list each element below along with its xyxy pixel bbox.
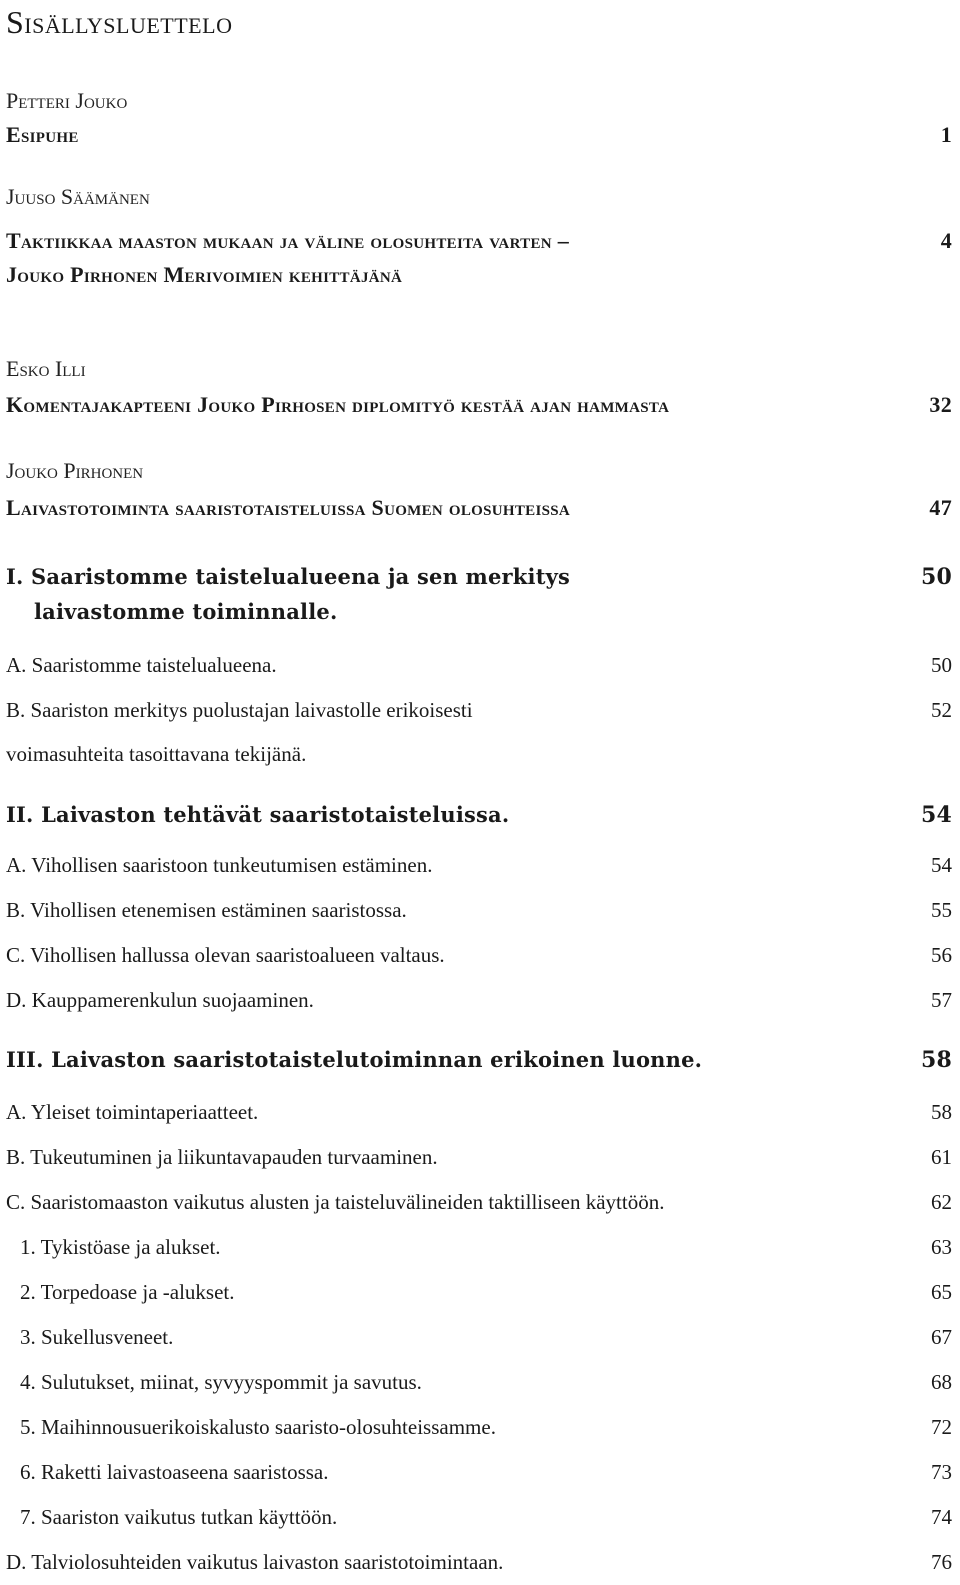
section-entry [6,850,952,880]
chapter-entry [6,800,952,830]
page-number: 54 [931,853,952,877]
section-entry [6,940,952,970]
entry-title: D. Kauppamerenkulun suojaaminen. [6,988,314,1012]
entry-title: 1. Tykistöase ja alukset. [20,1235,221,1259]
section-entry [6,1187,952,1217]
entry-title: Taktiikkaa maaston mukaan ja väline olosuhteita varten – [6,228,570,253]
chapter-entry [6,562,952,592]
page-number: 63 [931,1235,952,1259]
author-label: Juuso Säämänen [6,184,150,209]
author-label: Esko Illi [6,356,86,381]
page-number: 4 [940,228,952,253]
page-number: 67 [931,1325,952,1349]
author-name [6,182,952,212]
toc-entry [6,260,952,290]
entry-title: B. Vihollisen etenemisen estäminen saaristossa. [6,898,407,922]
page-number: 76 [931,1550,952,1574]
page-number: 54 [920,802,952,828]
author-label: Petteri Jouko [6,88,128,113]
section-entry [6,1547,952,1577]
author-name [6,86,952,116]
subsection-entry [6,1232,952,1262]
page-number: 74 [931,1505,952,1529]
section-entry [6,739,952,769]
section-entry [6,695,952,725]
page-number: 58 [931,1100,952,1124]
entry-title: B. Saariston merkitys puolustajan laivastolle erikoisesti [6,698,473,722]
section-entry [6,985,952,1015]
subsection-entry [6,1457,952,1487]
section-entry [6,1142,952,1172]
page-number: 50 [920,564,952,590]
page-number: 55 [931,898,952,922]
author-name [6,456,952,486]
entry-title: II. Laivaston tehtävät saaristotaisteluissa. [6,802,510,827]
entry-title: 5. Maihinnousuerikoiskalusto saaristo-olosuhteissamme. [20,1415,496,1439]
entry-title: A. Yleiset toimintaperiaatteet. [6,1100,259,1124]
entry-title: Laivastotoiminta saaristotaisteluissa Suomen olosuhteissa [6,495,571,520]
page-number: 65 [931,1280,952,1304]
entry-title: C. Saaristomaaston vaikutus alusten ja taisteluvälineiden taktilliseen käyttöön. [6,1190,665,1214]
page-number: 1 [940,122,952,147]
entry-title: 3. Sukellusveneet. [20,1325,174,1349]
subsection-entry [6,1277,952,1307]
entry-title: Jouko Pirhonen Merivoimien kehittäjänä [6,262,403,287]
section-entry [6,895,952,925]
page-number: 57 [931,988,952,1012]
page-number: 50 [931,653,952,677]
entry-title: Komentajakapteeni Jouko Pirhosen diplomityö kestää ajan hammasta [6,392,670,417]
toc-entry [6,493,952,523]
page-number: 32 [929,392,952,417]
entry-title: 2. Torpedoase ja -alukset. [20,1280,235,1304]
entry-title: voimasuhteita tasoittavana tekijänä. [6,742,307,766]
page-number: 62 [931,1190,952,1214]
subsection-entry [6,1412,952,1442]
toc-entry [6,226,952,256]
entry-title: A. Vihollisen saaristoon tunkeutumisen estäminen. [6,853,433,877]
section-entry [6,650,952,680]
toc-entry [6,390,952,420]
entry-title: Esipuhe [6,122,79,147]
section-entry [6,1097,952,1127]
subsection-entry [6,1322,952,1352]
page-number: 73 [931,1460,952,1484]
entry-title: A. Saaristomme taistelualueena. [6,653,277,677]
subsection-entry [6,1367,952,1397]
page-number: 68 [931,1370,952,1394]
entry-title: 4. Sulutukset, miinat, syvyyspommit ja savutus. [20,1370,422,1394]
entry-title: D. Talviolosuhteiden vaikutus laivaston saaristotoimintaan. [6,1550,504,1574]
entry-title: C. Vihollisen hallussa olevan saaristoalueen valtaus. [6,943,445,967]
page-number: 47 [929,495,952,520]
author-label: Jouko Pirhonen [6,458,144,483]
chapter-entry [6,1045,952,1075]
page-number: 72 [931,1415,952,1439]
author-name [6,354,952,384]
chapter-entry [6,597,952,627]
page-title: Sisällysluettelo [6,4,233,40]
page-number: 52 [931,698,952,722]
page-number: 61 [931,1145,952,1169]
entry-title: B. Tukeutuminen ja liikuntavapauden turvaaminen. [6,1145,438,1169]
page-number: 56 [931,943,952,967]
entry-title: laivastomme toiminnalle. [34,599,338,624]
entry-title: 6. Raketti laivastoaseena saaristossa. [20,1460,329,1484]
page-number: 58 [920,1047,952,1073]
entry-title: III. Laivaston saaristotaistelutoiminnan erikoinen luonne. [6,1047,703,1072]
toc-entry [6,120,952,150]
entry-title: 7. Saariston vaikutus tutkan käyttöön. [20,1505,338,1529]
entry-title: I. Saaristomme taistelualueena ja sen merkitys [6,564,571,589]
subsection-entry [6,1502,952,1532]
